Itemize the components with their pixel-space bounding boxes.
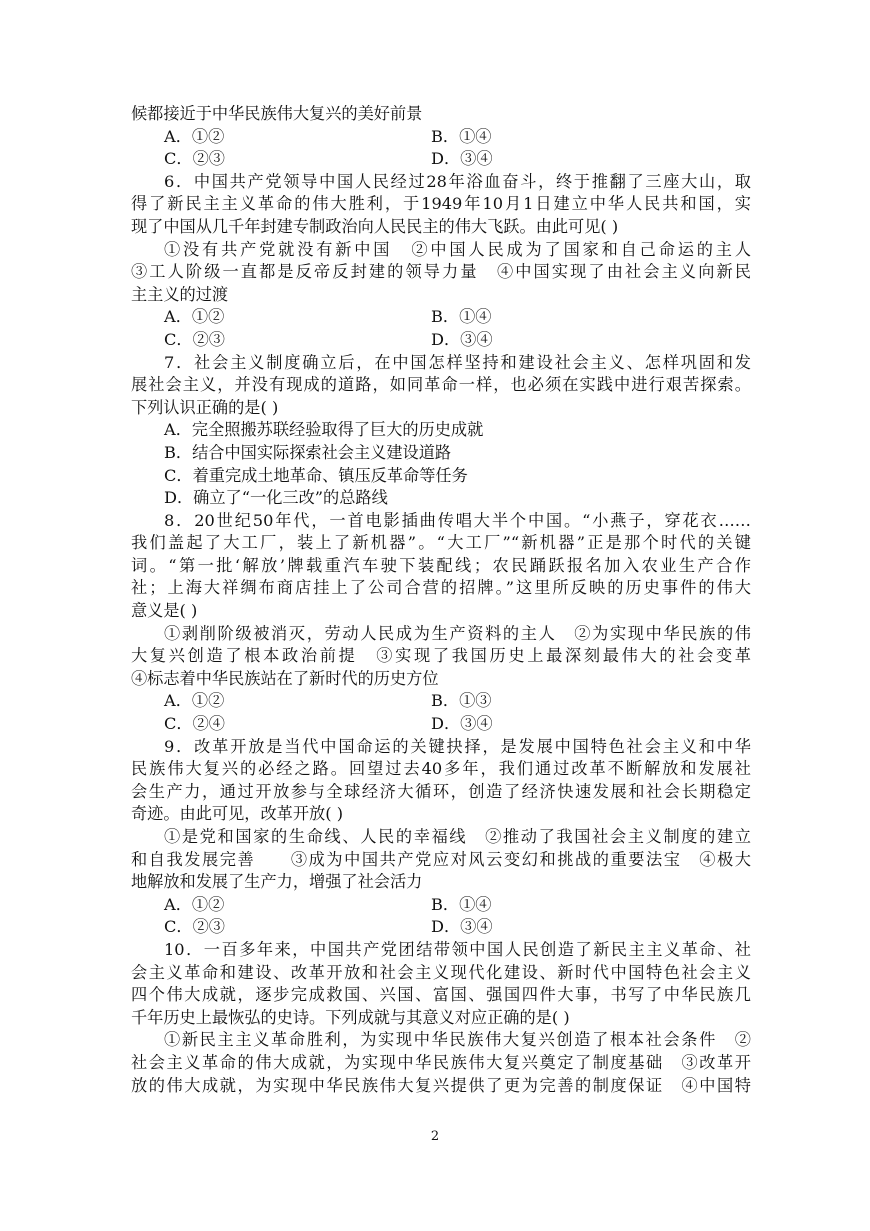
answer-option: B．①④ (431, 126, 492, 146)
answer-options-row (131, 148, 751, 171)
text-line: B．结合中国实际探索社会主义建设道路 (164, 442, 452, 462)
text-line: 四个伟大成就，逐步完成救国、兴国、富国、强国四件大事，书写了中华民族几 (131, 985, 751, 1005)
text-line: D．确立了“一化三改”的总路线 (164, 488, 388, 508)
text-line: 地解放和发展了生产力，增强了社会活力 (131, 872, 423, 892)
text-line: 得了新民主主义革命的伟大胜利，于1949年10月1日建立中华人民共和国，实 (131, 194, 751, 214)
answer-option: D．③④ (431, 149, 493, 169)
text-line: 社；上海大祥绸布商店挂上了公司合营的招牌。”这里所反映的历史事件的伟大 (131, 578, 751, 598)
answer-option: B．①③ (431, 691, 492, 711)
answer-option: B．①④ (431, 894, 492, 914)
answer-option: C．②③ (164, 149, 225, 169)
answer-option: D．③④ (431, 917, 493, 937)
text-line: 奇迹。由此可见，改革开放( ) (131, 804, 344, 824)
text-line: 社会主义革命的伟大成就，为实现中华民族伟大复兴奠定了制度基础 ③改革开 (131, 1052, 751, 1072)
answer-option: C．②③ (164, 917, 225, 937)
text-line: 8．20世纪50年代，一首电影插曲传唱大半个中国。“小燕子，穿花衣…… (164, 510, 751, 530)
text-line: 下列认识正确的是( ) (131, 397, 279, 417)
answer-option: A．①② (164, 126, 225, 146)
page-number: 2 (430, 1129, 440, 1144)
text-line: 9．改革开放是当代中国命运的关键抉择，是发展中国特色社会主义和中华 (164, 736, 751, 756)
text-line: 和自我发展完善 ③成为中国共产党应对风云变幻和挑战的重要法宝 ④极大 (131, 849, 751, 869)
text-line: ①是党和国家的生命线、人民的幸福线 ②推动了我国社会主义制度的建立 (164, 827, 751, 846)
text-line: 现了中国从几千年封建专制政治向人民民主的伟大飞跃。由此可见( ) (131, 216, 619, 236)
answer-option: B．①④ (431, 307, 492, 327)
text-line: 词。“第一批‘解放’牌载重汽车驶下装配线；农民踊跃报名加入农业生产合作 (131, 555, 751, 575)
answer-options-row (131, 690, 751, 713)
answer-option: A．①② (164, 894, 225, 914)
text-line: 会生产力，通过开放参与全球经济大循环，创造了经济快速发展和社会长期稳定 (131, 781, 751, 801)
text-line: 10．一百多年来，中国共产党团结带领中国人民创造了新民主主义革命、社 (164, 939, 751, 959)
text-line: ①没有共产党就没有新中国 ②中国人民成为了国家和自己命运的主人 (164, 239, 751, 259)
text-line: 候都接近于中华民族伟大复兴的美好前景 (131, 104, 423, 123)
answer-option: D．③④ (431, 714, 493, 734)
answer-options-row (131, 329, 751, 352)
answer-option: C．②③ (164, 329, 225, 349)
text-line: ①新民主主义革命胜利，为实现中华民族伟大复兴创造了根本社会条件 ② (164, 1030, 751, 1050)
text-line: 展社会主义，并没有现成的道路，如同革命一样，也必须在实践中进行艰苦探索。 (131, 375, 751, 395)
text-line: 千年历史上最恢弘的史诗。下列成就与其意义对应正确的是( ) (131, 1007, 570, 1027)
text-line: ④标志着中华民族站在了新时代的历史方位 (131, 668, 439, 688)
answer-option: A．①② (164, 307, 225, 327)
answer-option: A．①② (164, 691, 225, 711)
answer-options-row (131, 126, 751, 149)
text-line: 放的伟大成就，为实现中华民族伟大复兴提供了更为完善的制度保证 ④中国特 (131, 1075, 751, 1095)
answer-options-row (131, 916, 751, 939)
text-line: 民族伟大复兴的必经之路。回望过去40多年，我们通过改革不断解放和发展社 (131, 759, 751, 779)
text-line: 会主义革命和建设、改革开放和社会主义现代化建设、新时代中国特色社会主义 (131, 962, 751, 982)
text-line: 主主义的过渡 (131, 284, 229, 304)
page-content (131, 103, 751, 1097)
text-line: 6．中国共产党领导中国人民经过28年浴血奋斗，终于推翻了三座大山，取 (164, 171, 751, 191)
text-line: A．完全照搬苏联经验取得了巨大的历史成就 (164, 420, 484, 440)
answer-options-row (131, 894, 751, 917)
text-line: 我们盖起了大工厂，装上了新机器”。“大工厂”“新机器”正是那个时代的关键 (131, 533, 751, 553)
text-line: ①剥削阶级被消灭，劳动人民成为生产资料的主人 ②为实现中华民族的伟 (164, 623, 751, 643)
answer-options-row (131, 713, 751, 736)
text-line: ③工人阶级一直都是反帝反封建的领导力量 ④中国实现了由社会主义向新民 (131, 262, 751, 282)
answer-option: C．②④ (164, 714, 225, 734)
text-line: 大复兴创造了根本政治前提 ③实现了我国历史上最深刻最伟大的社会变革 (131, 646, 751, 666)
text-line: 意义是( ) (131, 601, 198, 621)
answer-option: D．③④ (431, 329, 493, 349)
text-line: C．着重完成土地革命、镇压反革命等任务 (164, 465, 468, 485)
text-line: 7．社会主义制度确立后，在中国怎样坚持和建设社会主义、怎样巩固和发 (164, 352, 751, 372)
answer-options-row (131, 306, 751, 329)
